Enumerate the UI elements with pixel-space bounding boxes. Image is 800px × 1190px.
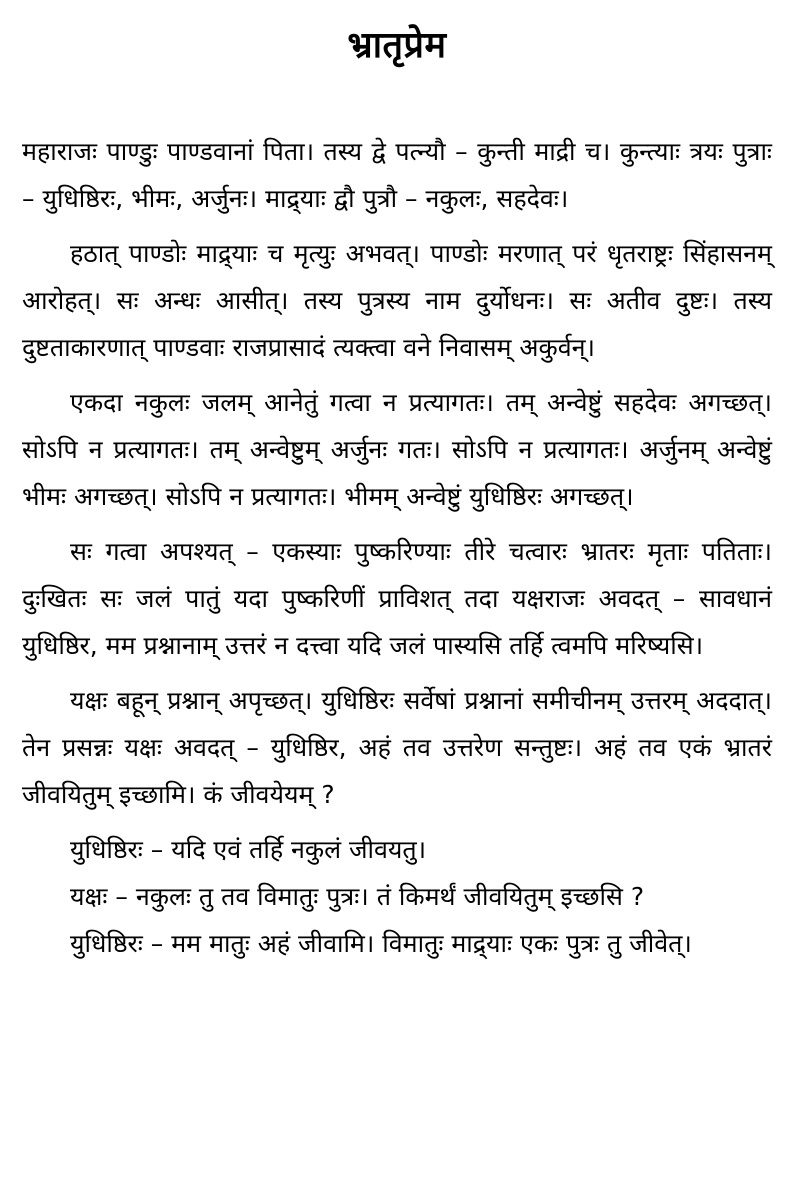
paragraph-4: सः गत्वा अपश्यत् – एकस्याः पुष्करिण्याः तीरे चत्वारः भ्रातरः मृताः पतिताः। दुःखितः सः जलं पातुं यदा पुष्करिणीं प्राविशत् तदा यक्षराजः अवदत् – सावधानं युधिष्ठिर, मम प्रश्नानाम् उत्तरं न दत्त्वा यदि जलं पास्यसि तर्हि त्वमपि मरिष्यसि। xyxy=(22,537,772,660)
paragraph-1: महाराजः पाण्डुः पाण्डवानां पिता। तस्य द्वे पत्न्यौ – कुन्ती माद्री च। कुन्त्याः त्रयः पुत्राः – युधिष्ठिरः, भीमः, अर्जुनः। माद्र्याः द्वौ पुत्रौ – नकुलः, सहदेवः। xyxy=(22,137,772,213)
paragraph-3: एकदा नकुलः जलम् आनेतुं गत्वा न प्रत्यागतः। तम् अन्वेष्टुं सहदेवः अगच्छत्। सोऽपि न प्रत्यागतः। तम् अन्वेष्टुम् अर्जुनः गतः। सोऽपि न प्रत्यागतः। अर्जुनम् अन्वेष्टुं भीमः अगच्छत्। सोऽपि न प्रत्यागतः। भीमम् अन्वेष्टुं युधिष्ठिरः अगच्छत्। xyxy=(22,388,772,511)
dialogue-line-1: युधिष्ठिरः – यदि एवं तर्हि नकुलं जीवयतु। xyxy=(70,835,427,864)
paragraph-5: यक्षः बहून् प्रश्नान् अपृच्छत्। युधिष्ठिरः सर्वेषां प्रश्नानां समीचीनम् उत्तरम् अददात्। तेन प्रसन्नः यक्षः अवदत् – युधिष्ठिर, अहं तव उत्तरेण सन्तुष्टः। अहं तव एकं भ्रातरं जीवयितुम् इच्छामि। कं जीवयेयम् ? xyxy=(22,686,772,809)
paragraph-2: हठात् पाण्डोः माद्र्याः च मृत्युः अभवत्। पाण्डोः मरणात् परं धृतराष्ट्रः सिंहासनम् आरोहत्। सः अन्धः आसीत्। तस्य पुत्रस्य नाम दुर्योधनः। सः अतीव दुष्टः। तस्य दुष्टताकारणात् पाण्डवाः राजप्रासादं त्यक्त्वा वने निवासम् अकुर्वन्। xyxy=(22,239,772,362)
document-title: भ्रातृप्रेम xyxy=(347,25,447,66)
dialogue-line-3: युधिष्ठिरः – मम मातुः अहं जीवामि। विमातुः माद्र्याः एकः पुत्रः तु जीवेत्। xyxy=(70,929,692,958)
dialogue-line-2: यक्षः – नकुलः तु तव विमातुः पुत्रः। तं किमर्थं जीवयितुम् इच्छसि ? xyxy=(70,882,645,911)
